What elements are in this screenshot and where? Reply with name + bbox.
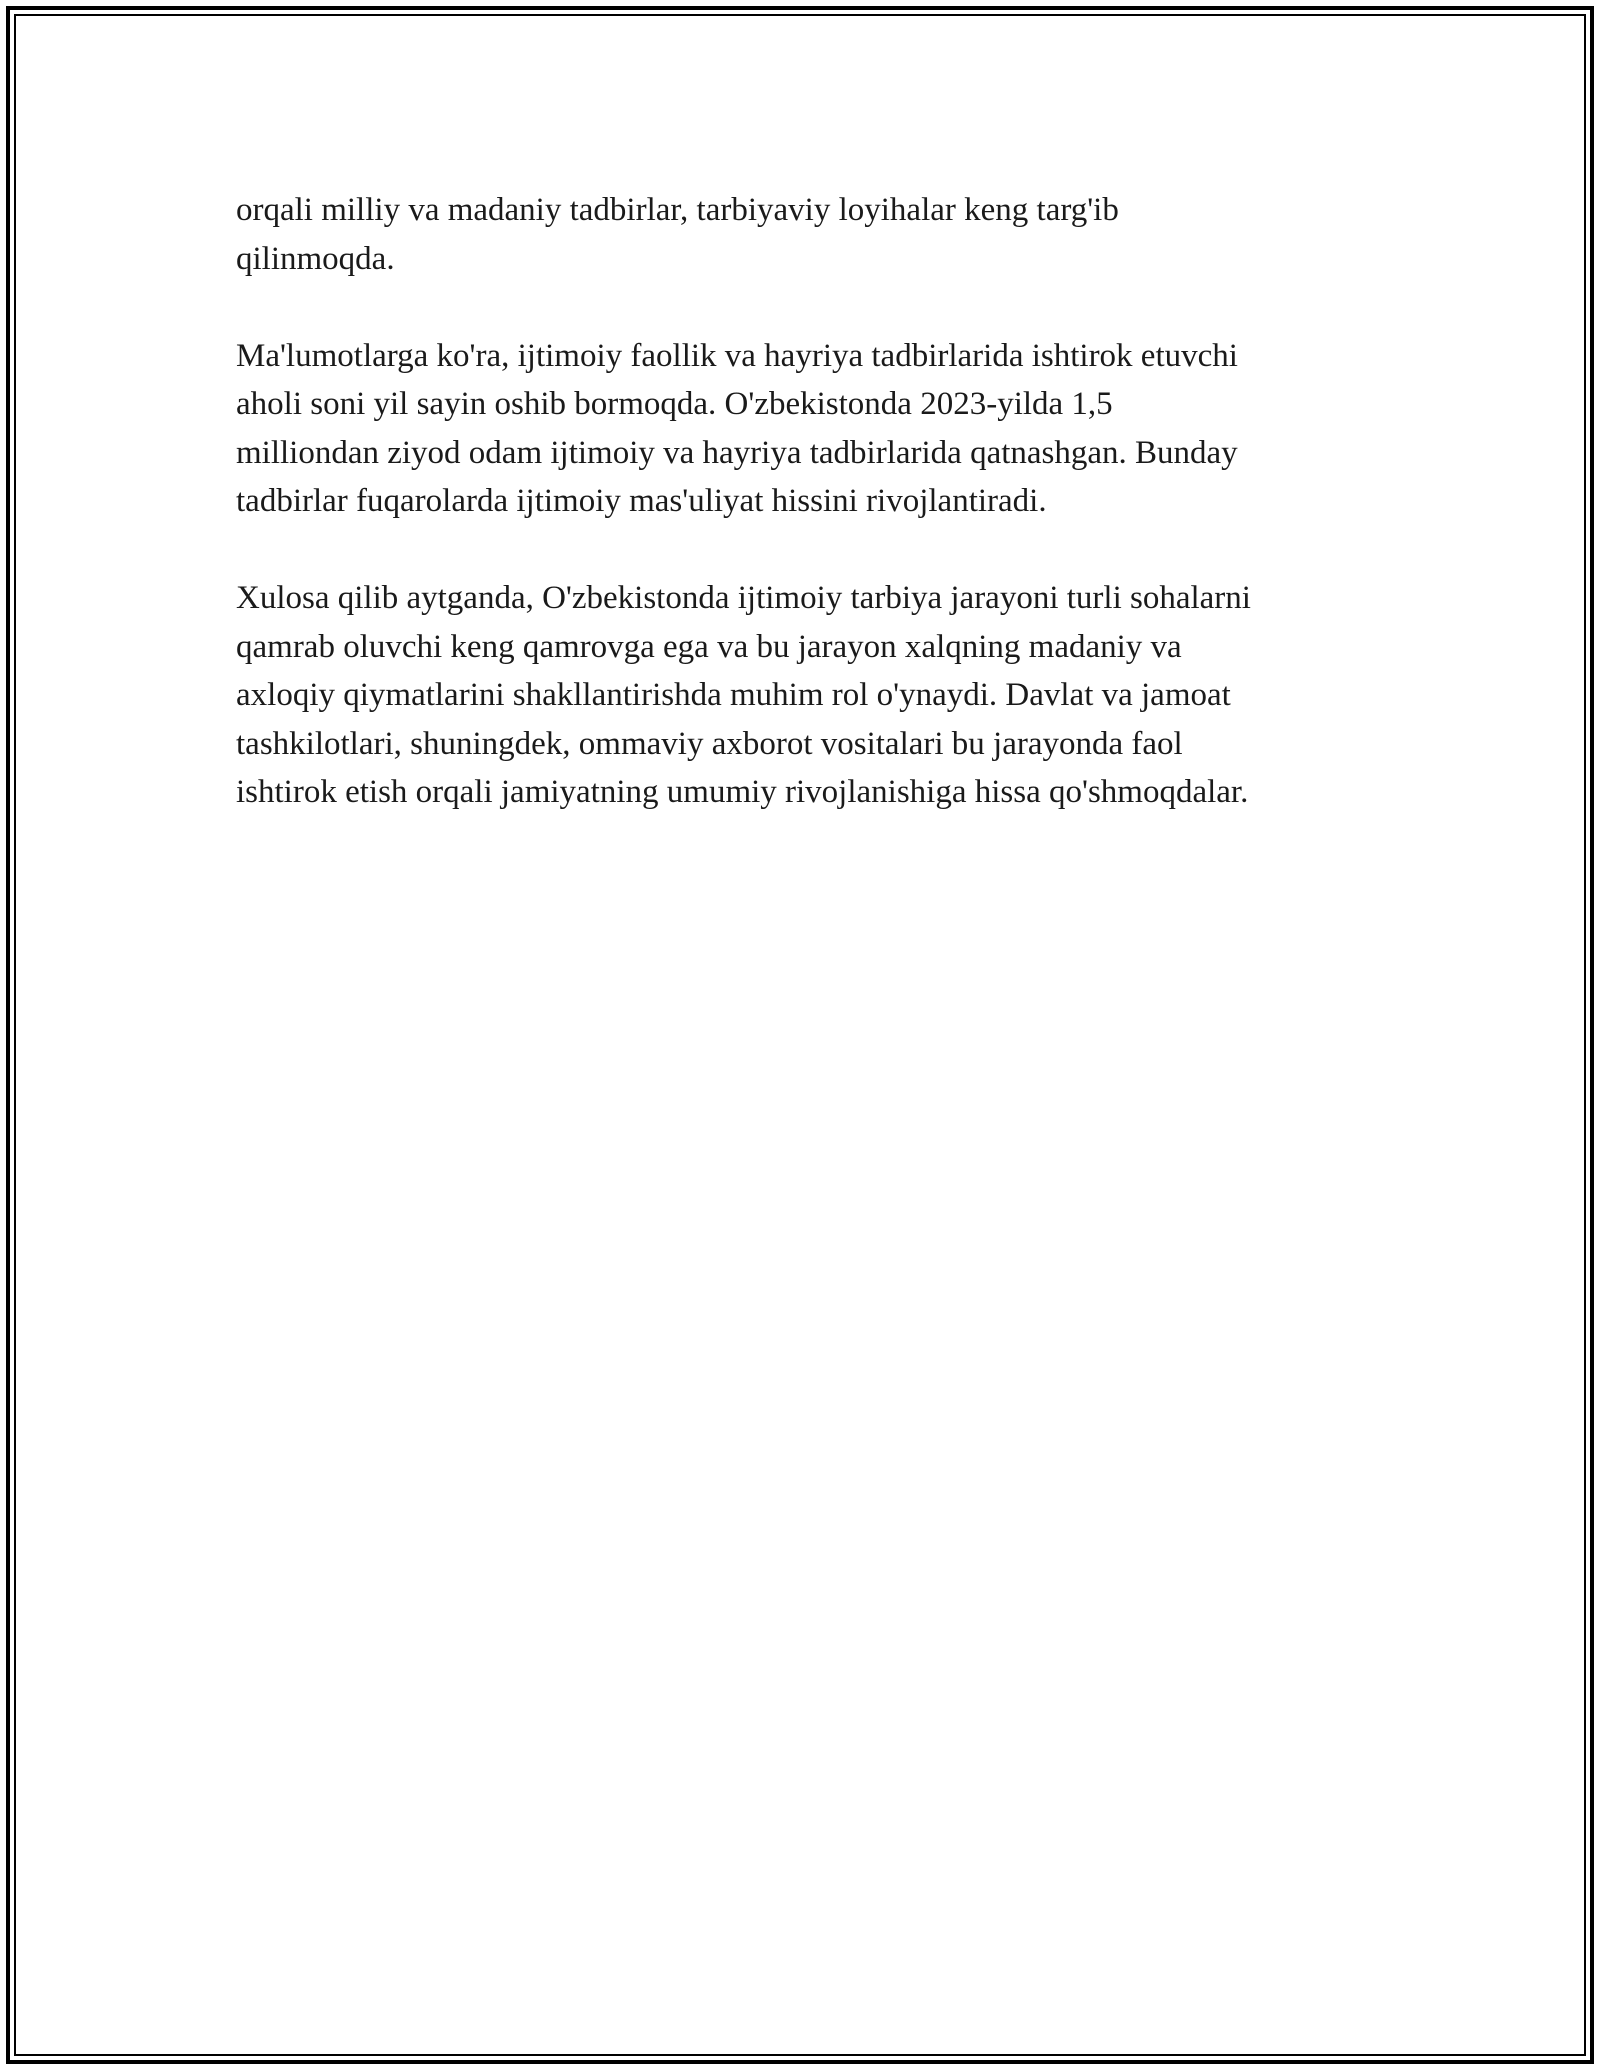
paragraph-2: Ma'lumotlarga ko'ra, ijtimoiy faollik va hayriya tadbirlarida ishtirok etuvchi aholi soni yil sayin oshib bormoqda. O'zbekistonda 2023-yilda 1,5 milliondan ziyod odam ijtimoiy va hayriya tadbirlarida qatnashgan. Bunday tadbirlar fuqarolarda ijtimoiy mas'uliyat hissini rivojlantiradi. bbox=[236, 337, 1238, 519]
paragraph-3: Xulosa qilib aytganda, O'zbekistonda ijtimoiy tarbiya jarayoni turli sohalarni qamrab oluvchi keng qamrovga ega va bu jarayon xalqning madaniy va axloqiy qiymatlarini shakllantirishda muhim rol o'ynaydi. Davlat va jamoat tashkilotlari, shuningdek, ommaviy axborot vositalari bu jarayonda faol ishtirok etish orqali jamiyatning umumiy rivojlanishiga hissa qo'shmoqdalar. bbox=[236, 580, 1251, 810]
paragraph-1: orqali milliy va madaniy tadbirlar, tarbiyaviy loyihalar keng targ'ib qilinmoqda. bbox=[236, 192, 1119, 277]
document-body bbox=[236, 186, 1436, 865]
